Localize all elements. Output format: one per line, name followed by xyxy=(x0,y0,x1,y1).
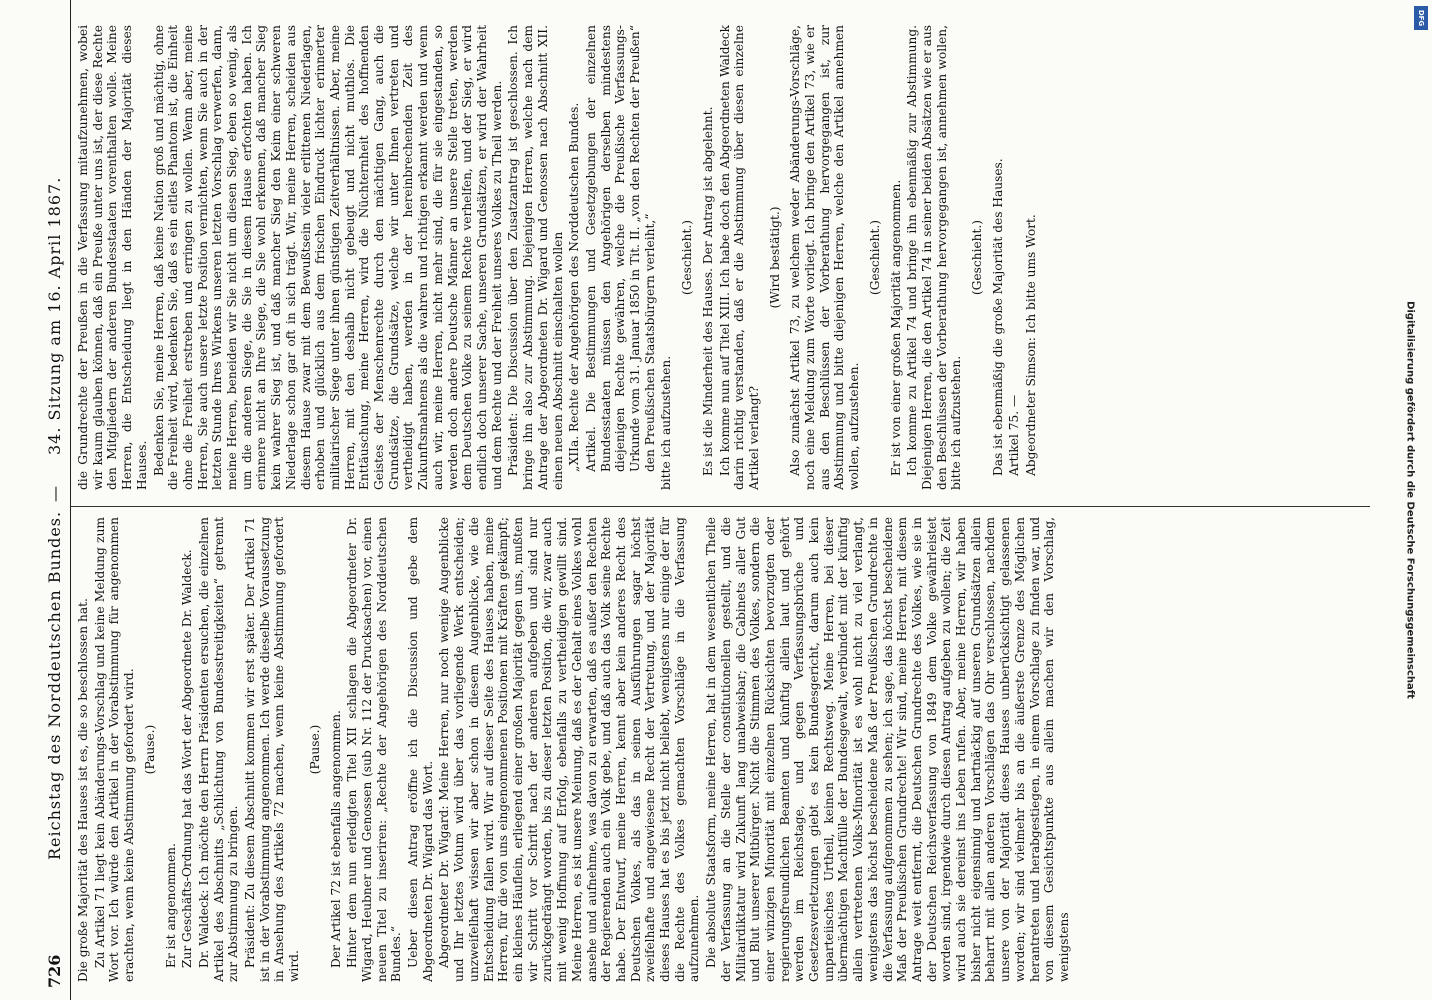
paragraph: Die absolute Staatsform, meine Herren, hat in dem wesentlichen Theile der Verfassung an die Stelle der constitutionellen gestellt, und die Militairdiktatur wird Zukunft lang unabweisbar; die Cabinets aller Gut und Blut unserer Mitbürger. Nicht die Stimmen des Volkes, sondern die einer winzigen Minorität mit einzelnen Rücksichten bevorzugten oder regierungsfreundlichen Beamten und künftig allein laut und gehört werden im Reichstage, und gegen Verfassungsbrüche und Gesetzesverletzungen giebt es kein Bundesgericht, darum auch kein unparteiisches Urtheil, keinen Rechtsweg. Meine Herren, bei dieser übermächtigen Machtfülle der Bundesgewalt, verbündet mit der künftig allein vertretenen Volks-Minorität ist es wohl nicht zu viel verlangt, wenigstens das höchst bescheidene Maß der Preußischen Grundrechte in die Verfassung aufgenommen zu sehen; ich sage, das höchst bescheidene Maß der Preußischen Grundrechte! Wir sind, meine Herren, mit diesem Antrage weit entfernt, die Deutschen Grundrechte des Volkes, wie sie in der Deutschen Reichsverfassung von 1849 dem Volke gewährleistet worden sind, irgendwie durch diesen Antrag aufgeben zu wollen; die Zeit wird auch sie dereinst ins Leben rufen. Aber, meine Herren, wir haben bisher nicht eigensinnig und hartnäckig auf unseren Grundsätzen allein beharrt mit allen anderen Vorschlägen das Ohr verschlossen, nachdem unsere von der Majorität dieses Hauses unberücksichtigt gelassenen worden; wir sind vielmehr bis an die äußerste Grenze des Möglichen herantreten und herabgestiegen, in einem Vorschlage zu finden war, und von diesem Gesichtspunkte aus allein machen wir den Vorschlag, wenigstens xyxy=(704,517,1071,982)
paragraph: Abgeordneter Simson: Ich bitte ums Wort. xyxy=(1024,214,1039,476)
paragraph: Zu Artikel 71 liegt kein Abänderungs-Vorschlag und keine Meldung zum Wort vor. Ich würde den Artikel in der Vorabstimmung für angenommen erachten, wenn keine Abstimmung gefordert wird. xyxy=(92,517,137,982)
paragraph: Der Artikel 72 ist ebenfalls angenommen. xyxy=(328,710,343,968)
paragraph: Präsident: Zu diesem Abschnitt kommen wir erst später. Der Artikel 71 ist in der Vorabstimmung angenommen. Ich werde dieselbe Voraussetzung in Ansehung des Artikels 72 machen, wenn keine Abstimmung gefordert wird. xyxy=(243,517,302,982)
running-title-left: Reichstag des Norddeutschen Bundes. xyxy=(45,510,64,860)
paragraph: Zur Geschäfts-Ordnung hat das Wort der Abgeordnete Dr. Waldeck. xyxy=(180,549,195,968)
left-column xyxy=(76,517,1376,982)
header-dash: — xyxy=(45,486,64,502)
dfg-logo xyxy=(1414,6,1428,30)
quoted-article: Artikel. Die Bestimmungen und Gesetzgebungen der einzelnen Bundesstaaten müssen den Angehörigen derselben mindestens diejenigen Rechte gewähren, welche die Preußische Verfassungs-Urkunde vom 31. Januar 1850 in Tit. II. „von den Rechten der Preußen“ den Preußischen Staatsbürgern verleiht,“ xyxy=(583,25,657,472)
dfg-logo-text: DFG xyxy=(1417,9,1425,27)
paragraph: Es ist die Minderheit des Hauses. Der Antrag ist abgelehnt. xyxy=(700,106,715,476)
paragraph: Abgeordneter Dr. Wigard: Meine Herren, nur noch wenige Augenblicke und Ihr letztes Votum wird über das vorliegende Werk entscheiden; unzweifelhaft wissen wir aber schon in diesem Augenblicke, wie die Entscheidung fallen wird. Wir auf dieser Seite des Hauses haben, meine Herren, für die von uns eingenommenen Positionen mit Kräften gekämpft; ein kleines Häuflein, erliegend einer großen Majorität gegen uns, mußten wir Schritt vor Schritt nach der anderen aufgeben und sind nur zurückgedrängt worden, bis zu dieser letzten Position, die wir, zwar auch mit wenig Hoffnung auf Erfolg, ebenfalls zu vertheidigen gewillt sind. Meine Herren, es ist unsere Meinung, daß es der Gehalt eines Volkes wohl ansehe und aufnehme, was davon zu erwarten, daß es außer den Rechten der Regierenden auch ein Volk gebe, und daß auch das Volk seine Rechte habe. Der Entwurf, meine Herren, kennt aber kein anderes Recht des Deutschen Volkes, als das in seinen Ausführungen sagar höchst zweifelhafte und angewiesene Recht der Vertretung, und der Majorität dieses Hauses hat es bis jetzt nicht beliebt, wenigstens nur einige der für die Rechte des Volkes gemachten Vorschläge in die Verfassung aufzunehmen. xyxy=(437,517,702,982)
paragraph: Ich komme nun auf Titel XIII. Ich habe doch den Abgeordneten Waldeck darin richtig verstanden, daß er die Abstimmung über diesen einzelne Artikel verlangt? xyxy=(717,25,761,490)
digitization-credit: Digitalisierung gefördert durch die Deutsche Forschungsgemeinschaft xyxy=(1404,301,1416,699)
paragraph: Artikel 75. — xyxy=(1007,394,1022,476)
paragraph: Die große Majorität des Hauses ist es, die so beschlossen hat. xyxy=(76,598,90,982)
paragraph: Dr. Waldeck: Ich möchte den Herrn Präsidenten ersuchen, die einzelnen Artikel des Abschnitts „Schlichtung von Bundesstreitigkeiten“ getrennt zur Abstimmung zu bringen. xyxy=(196,517,241,982)
stage-direction: (Pause.) xyxy=(307,724,322,775)
page-header xyxy=(40,0,71,1000)
running-title-right: 34. Sitzung am 16. April 1867. xyxy=(45,176,64,455)
paragraph: Also zunächst Artikel 73, zu welchem weder Abänderungs-Vorschläge, noch eine Meldung zum Worte vorliegt. Ich bringe den Artikel 73, wie er aus den Beschlüssen der Vorberathung hervorgegangen ist, zur Abstimmung und bitte diejenigen Herren, welche den Artikel annehmen wollen, aufzustehen. xyxy=(788,25,862,490)
stage-direction: (Geschieht.) xyxy=(970,219,985,296)
paragraph: Er ist angenommen. xyxy=(163,843,178,968)
right-column xyxy=(76,25,1376,490)
paragraph: Ueber diesen Antrag eröffne ich die Discussion und gebe dem Abgeordneten Dr. Wigard das Wort. xyxy=(406,517,435,982)
paragraph: die Grundrechte der Preußen in die Verfassung mitaufzunehmen, wobei wir kaum glauben können, daß ein Preuße unter uns ist, der diese Rechte den Mitgliedern der anderen Bundesstaaten vorenthalten wolle. Meine Herren, die Entscheidung liegt in den Händen der Majorität dieses Hauses. xyxy=(76,25,149,490)
stage-direction: (Geschieht.) xyxy=(867,219,882,296)
page-number: 726 xyxy=(45,954,64,988)
paragraph: Bedenken Sie, meine Herren, daß keine Nation groß und mächtig, ohne die Freiheit wird, bedenken Sie, daß es ein eitles Phantom ist, die Einheit ohne die Freiheit erstreben und erringen zu wollen. Wenn aber, meine Herren, Sie auch unsere letzte Position vernichten, wenn Sie auch in der letzten Stunde Ihres Wirkens unseren letzten Vorschlag verwerfen, dann, meine Herren, beneiden wir Sie nicht um diesen Sieg, eben so wenig, als um die anderen Siege, die Sie in diesem Hause erfochten haben. Ich erinnere nicht an Ihre Siege, die Sie wohl erkennen, daß mancher Sieg kein wahrer Sieg ist, und daß mancher Sieg den Keim einer schweren Niederlage schon gar oft in sich trägt. Wir, meine Herren, scheiden aus diesem Hause zwar mit dem Bewußtsein vieler erlittenen Niederlagen, erhoben und glücklich aus dem frischen Eindruck lichter erinnerter militairischer Siege unter ihnen günstigen Zeitverhältnissen. Aber, meine Herren, mit den deshalb nicht gebeugt und nicht muthlos. Die Enttäuschung, meine Herren, wird die Nüchternheit des hoffnenden Geistes der Menschenrechte durch den mächtigen Gang, auch die Grundsätze, die Grundsätze, welche wir unter Ihnen vertreten und vertheidigt haben, werden in der hereinbrechenden Zeit des Zukunftsmahnens als die wahren und richtigen erkannt werden und wenn auch wir, meine Herren, nicht mehr sind, die für sie eingestanden, so werden doch andere Deutsche Männer an unsere Stelle treten, werden dem Deutschen Volke zu seinem Rechte verhelfen, und der Sieg, er wird endlich doch unserer Sache, unseren Grundsätzen, er wird der Wahrheit und dem Rechte und der Freiheit unseres Volkes zu Theil werden. xyxy=(151,25,504,490)
paragraph: Präsident: Die Discussion über den Zusatzantrag ist geschlossen. Ich bringe ihn also zur Abstimmung. Diejenigen Herren, welche nach dem Antrage der Abgeordneten Dr. Wigard und Genossen nach Abschnitt XII. einen neuen Abschnitt einschalten wollen xyxy=(506,25,565,490)
paragraph: Ich komme zu Artikel 74 und bringe ihn ebenmäßig zur Abstimmung. Diejenigen Herren, die den Artikel 74 in seiner beiden Absätzen wie er aus den Beschlüssen der Vorberathung hervorgegangen ist, annehmen wollen, bitte ich aufzustehen. xyxy=(905,25,964,490)
quoted-heading: „XIIa. Rechte der Angehörigen des Norddeutschen Bundes. xyxy=(567,102,582,472)
column-divider xyxy=(70,506,1370,507)
paragraph: Das ist ebenmäßig die große Majorität des Hauses. xyxy=(990,158,1005,476)
stage-direction: (Wird bestätigt.) xyxy=(767,206,782,309)
paragraph: Er ist von einer großen Majorität angenommen. xyxy=(888,179,903,476)
stage-direction: (Geschieht.) xyxy=(680,219,695,296)
paragraph: bitte ich aufzustehen. xyxy=(659,355,674,490)
paragraph: Hinter dem nun erledigten Titel XII schlagen die Abgeordneter Dr. Wigard, Heubner und Genossen (sub Nr. 112 der Drucksachen) vor, einen neuen Titel zu inseriren: „Rechte der Angehörigen des Norddeutschen Bundes.“ xyxy=(345,517,404,982)
stage-direction: (Pause.) xyxy=(142,724,157,775)
